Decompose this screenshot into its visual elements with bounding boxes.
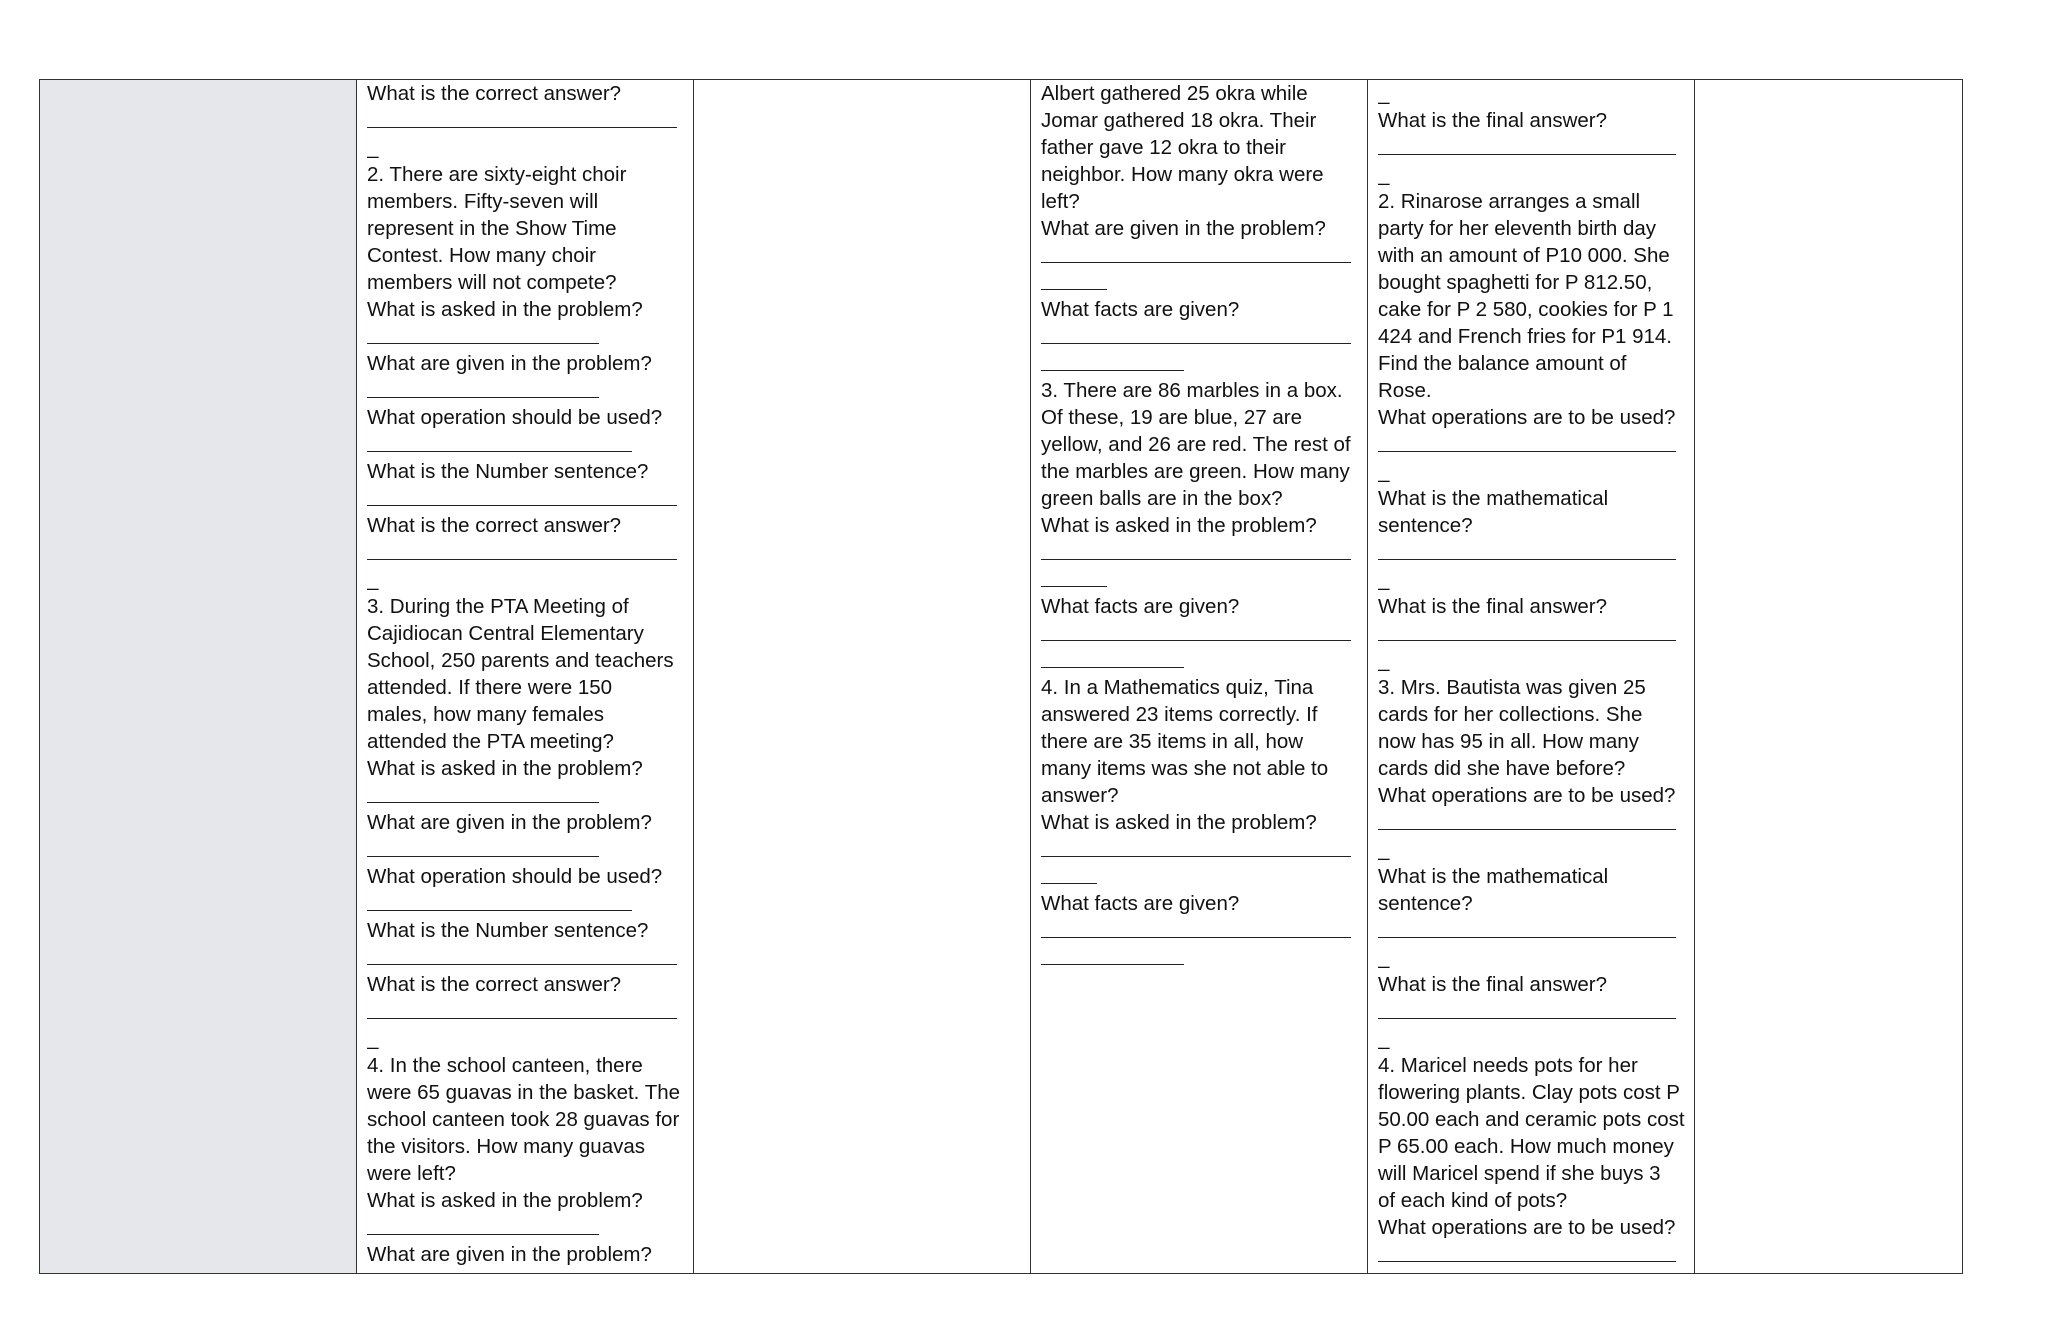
answer-blank-line[interactable] <box>367 782 685 809</box>
text-line: What is the Number sentence? <box>367 460 649 483</box>
answer-blank-line[interactable] <box>1378 1241 1686 1268</box>
text-line: party for her eleventh birth day <box>1378 217 1657 240</box>
word-problems-cell-c <box>1368 80 1695 1274</box>
text-line: What is asked in the problem? <box>1041 811 1317 834</box>
text-line: 3. During the PTA Meeting of <box>367 595 629 618</box>
text-line: the visitors. How many guavas <box>367 1135 646 1158</box>
answer-blank-line[interactable] <box>367 377 685 404</box>
text-line: 2. Rinarose arranges a small <box>1378 190 1641 213</box>
text-line: there are 35 items in all, how <box>1041 730 1304 753</box>
answer-blank-line[interactable] <box>1041 269 1359 296</box>
text-line: Cajidiocan Central Elementary <box>367 622 644 645</box>
text-line: What is asked in the problem? <box>367 298 643 321</box>
text-line: represent in the Show Time <box>367 217 617 240</box>
answer-blank-line[interactable] <box>367 431 685 458</box>
text-line: now has 95 in all. How many <box>1378 730 1639 753</box>
text-line: 50.00 each and ceramic pots cost <box>1378 1108 1685 1131</box>
text-line: What are given in the problem? <box>367 1243 652 1266</box>
text-line: cards did she have before? <box>1378 757 1626 780</box>
answer-blank-line[interactable] <box>367 1214 685 1241</box>
text-line: green balls are in the box? <box>1041 487 1283 510</box>
text-line: Of these, 19 are blue, 27 are <box>1041 406 1302 429</box>
text-line: What is the correct answer? <box>367 82 622 105</box>
text-line: 424 and French fries for P1 914. <box>1378 325 1673 348</box>
text-line: members will not compete? <box>367 271 617 294</box>
text-line: P 65.00 each. How much money <box>1378 1135 1674 1158</box>
answer-blank-line[interactable] <box>1378 917 1686 944</box>
answer-blank-line[interactable] <box>1378 809 1686 836</box>
text-line: will Maricel spend if she buys 3 <box>1378 1162 1661 1185</box>
text-line: _ <box>1378 838 1390 861</box>
text-line: School, 250 parents and teachers <box>367 649 674 672</box>
text-line: 4. In the school canteen, there <box>367 1054 643 1077</box>
text-line: What operation should be used? <box>367 865 663 888</box>
answer-blank-line[interactable] <box>1041 242 1359 269</box>
text-line: father gave 12 okra to their <box>1041 136 1287 159</box>
text-line: left? <box>1041 190 1080 213</box>
text-line: What is the final answer? <box>1378 973 1608 996</box>
text-line: 4. Maricel needs pots for her <box>1378 1054 1638 1077</box>
text-line: Find the balance amount of <box>1378 352 1627 375</box>
text-line: What are given in the problem? <box>367 352 652 375</box>
text-line: were left? <box>367 1162 456 1185</box>
text-line: many items was she not able to <box>1041 757 1329 780</box>
text-line: members. Fifty-seven will <box>367 190 599 213</box>
answer-blank-line[interactable] <box>1378 134 1686 161</box>
text-line: sentence? <box>1378 892 1473 915</box>
text-line: 3. There are 86 marbles in a box. <box>1041 379 1343 402</box>
text-line: What operation should be used? <box>367 406 663 429</box>
empty-cell-a <box>694 80 1031 1274</box>
text-line: _ <box>367 1027 379 1050</box>
answer-blank-line[interactable] <box>367 323 685 350</box>
answer-blank-line[interactable] <box>1041 350 1359 377</box>
text-line: What is the mathematical <box>1378 865 1609 888</box>
word-problems-list-b <box>1031 80 1367 971</box>
answer-blank-line[interactable] <box>367 944 685 971</box>
text-line: 4. In a Mathematics quiz, Tina <box>1041 676 1314 699</box>
text-line: Albert gathered 25 okra while <box>1041 82 1308 105</box>
text-line: Contest. How many choir <box>367 244 597 267</box>
text-line: What is the Number sentence? <box>367 919 649 942</box>
text-line: What is the correct answer? <box>367 973 622 996</box>
text-line: What is the final answer? <box>1378 595 1608 618</box>
text-line: What are given in the problem? <box>367 811 652 834</box>
text-line: Rose. <box>1378 379 1432 402</box>
text-line: _ <box>1378 82 1390 105</box>
answer-blank-line[interactable] <box>1378 998 1686 1025</box>
text-line: What is the final answer? <box>1378 109 1608 132</box>
answer-blank-line[interactable] <box>367 539 685 566</box>
text-line: What are given in the problem? <box>1041 217 1326 240</box>
answer-blank-line[interactable] <box>367 998 685 1025</box>
text-line: yellow, and 26 are red. The rest of <box>1041 433 1351 456</box>
lesson-plan-table <box>39 79 1963 1274</box>
text-line: _ <box>1378 1027 1390 1050</box>
text-line: What is asked in the problem? <box>1041 514 1317 537</box>
text-line: cake for P 2 580, cookies for P 1 <box>1378 298 1674 321</box>
text-line: flowering plants. Clay pots cost P <box>1378 1081 1680 1104</box>
word-problems-cell-a <box>357 80 694 1274</box>
answer-blank-line[interactable] <box>1041 836 1359 863</box>
text-line: What facts are given? <box>1041 298 1240 321</box>
answer-blank-line[interactable] <box>1041 944 1359 971</box>
text-line: attended the PTA meeting? <box>367 730 614 753</box>
text-line: What operations are to be used? <box>1378 784 1676 807</box>
answer-blank-line[interactable] <box>1041 620 1359 647</box>
word-problems-list-a <box>357 80 693 1268</box>
answer-blank-line[interactable] <box>367 107 685 134</box>
text-line: the marbles are green. How many <box>1041 460 1350 483</box>
shaded-label-cell <box>40 80 357 1274</box>
text-line: of each kind of pots? <box>1378 1189 1568 1212</box>
text-line: attended. If there were 150 <box>367 676 613 699</box>
text-line: 3. Mrs. Bautista was given 25 <box>1378 676 1646 699</box>
answer-blank-line[interactable] <box>367 485 685 512</box>
text-line: answered 23 items correctly. If <box>1041 703 1318 726</box>
text-line: _ <box>367 568 379 591</box>
empty-cell-b <box>1695 80 1963 1274</box>
text-line: answer? <box>1041 784 1119 807</box>
text-line: males, how many females <box>367 703 604 726</box>
text-line: _ <box>1378 946 1390 969</box>
text-line: _ <box>1378 649 1390 672</box>
text-line: What facts are given? <box>1041 892 1240 915</box>
text-line: What operations are to be used? <box>1378 1216 1676 1239</box>
text-line: What operations are to be used? <box>1378 406 1676 429</box>
text-line: _ <box>1378 460 1390 483</box>
text-line: 2. There are sixty-eight choir <box>367 163 627 186</box>
answer-blank-line[interactable] <box>367 890 685 917</box>
text-line: sentence? <box>1378 514 1473 537</box>
text-line: What facts are given? <box>1041 595 1240 618</box>
answer-blank-line[interactable] <box>1378 620 1686 647</box>
answer-blank-line[interactable] <box>1041 863 1359 890</box>
answer-blank-line[interactable] <box>1378 431 1686 458</box>
text-line: cards for her collections. She <box>1378 703 1643 726</box>
text-line: What is asked in the problem? <box>367 1189 643 1212</box>
answer-blank-line[interactable] <box>1041 917 1359 944</box>
table-row <box>40 80 1963 1274</box>
answer-blank-line[interactable] <box>1041 566 1359 593</box>
text-line: school canteen took 28 guavas for <box>367 1108 680 1131</box>
answer-blank-line[interactable] <box>1041 539 1359 566</box>
text-line: neighbor. How many okra were <box>1041 163 1324 186</box>
text-line: What is the mathematical <box>1378 487 1609 510</box>
text-line: with an amount of P10 000. She <box>1378 244 1670 267</box>
text-line: _ <box>1378 163 1390 186</box>
text-line: What is asked in the problem? <box>367 757 643 780</box>
word-problems-list-c <box>1368 80 1694 1268</box>
answer-blank-line[interactable] <box>1041 647 1359 674</box>
answer-blank-line[interactable] <box>367 836 685 863</box>
text-line: What is the correct answer? <box>367 514 622 537</box>
text-line: Jomar gathered 18 okra. Their <box>1041 109 1317 132</box>
answer-blank-line[interactable] <box>1378 539 1686 566</box>
text-line: bought spaghetti for P 812.50, <box>1378 271 1653 294</box>
answer-blank-line[interactable] <box>1041 323 1359 350</box>
word-problems-cell-b <box>1031 80 1368 1274</box>
text-line: _ <box>1378 568 1390 591</box>
text-line: _ <box>367 136 379 159</box>
text-line: were 65 guavas in the basket. The <box>367 1081 681 1104</box>
